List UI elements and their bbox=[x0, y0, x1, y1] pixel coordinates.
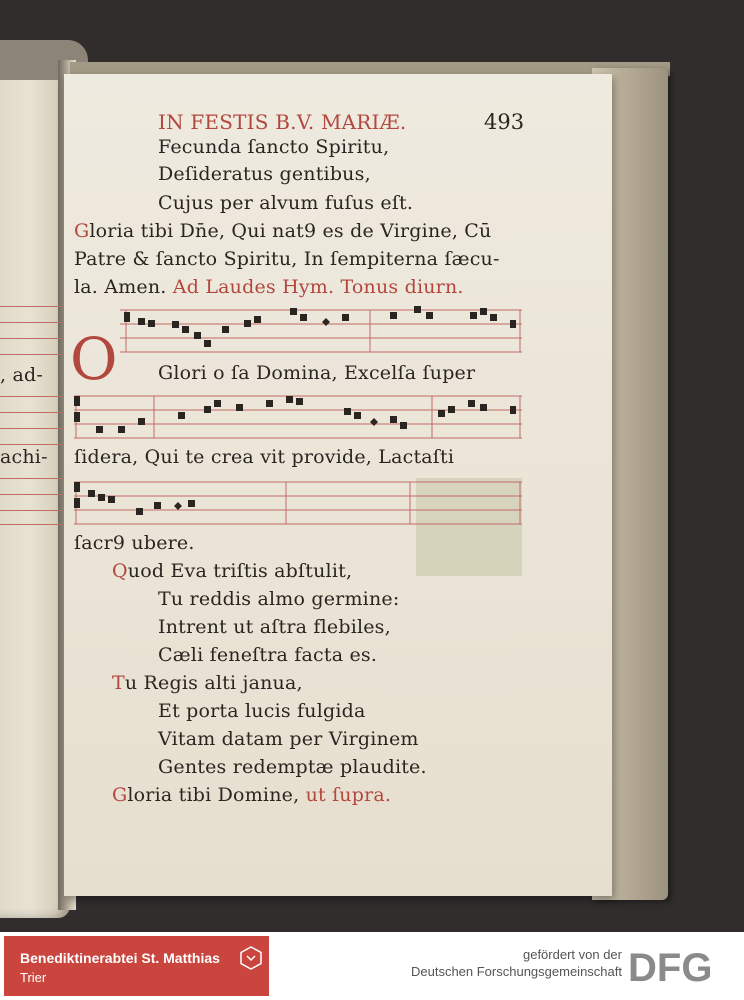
institution-name: Benediktinerabtei St. Matthias bbox=[20, 950, 220, 966]
chant-lyric: ſidera, Qui te crea vit provide, Lactaſti bbox=[74, 446, 455, 468]
doxology-text: Patre & ſancto Spiritu, In ſempiterna ſæcu- bbox=[74, 248, 500, 270]
hymn-line: Gentes redemptæ plaudite. bbox=[158, 756, 427, 778]
closing-text: loria tibi Domine, bbox=[127, 784, 300, 806]
rubric-initial: G bbox=[74, 220, 90, 242]
left-staff-line bbox=[0, 306, 62, 307]
doxology-text: la. Amen. bbox=[74, 276, 167, 298]
hymn-line: Vitam datam per Virginem bbox=[158, 728, 419, 750]
closing-line bbox=[112, 784, 391, 806]
left-staff-line bbox=[0, 524, 62, 525]
left-staff-line bbox=[0, 478, 62, 479]
left-staff-line bbox=[0, 444, 62, 445]
left-staff-line bbox=[0, 396, 62, 397]
funding-line: Deutschen Forschungsgemeinschaft bbox=[410, 964, 622, 979]
running-head: IN FESTIS B.V. MARIÆ. bbox=[158, 110, 407, 134]
left-staff-line bbox=[0, 354, 62, 355]
hymn-text: u Regis alti janua, bbox=[124, 672, 303, 694]
doxology-line bbox=[74, 220, 491, 242]
dfg-logo-text: DFG bbox=[628, 946, 713, 986]
rubric-initial: T bbox=[112, 672, 125, 694]
left-staff-line bbox=[0, 338, 62, 339]
rubric-instruction: ut ſupra. bbox=[305, 784, 392, 806]
page-number: 493 bbox=[484, 110, 525, 134]
doxology-line bbox=[74, 276, 464, 298]
music-staff-3 bbox=[74, 472, 524, 532]
music-staff-2 bbox=[74, 386, 524, 446]
music-staff-1 bbox=[120, 300, 524, 360]
chant-lyric: ſacr9 ubere. bbox=[74, 532, 195, 554]
decorated-initial-o: O bbox=[70, 325, 118, 393]
dfg-logo[interactable] bbox=[628, 946, 736, 986]
left-page-text: achi- bbox=[0, 446, 48, 468]
left-staff-line bbox=[0, 412, 62, 413]
hymn-line bbox=[112, 560, 352, 582]
rubric-instruction: Ad Laudes Hym. Tonus diurn. bbox=[172, 276, 464, 298]
hymn-line: Intrent ut aſtra flebiles, bbox=[158, 616, 391, 638]
doxology-text: loria tibi Dn̄e, Qui nat9 es de Virgine, Cū bbox=[89, 220, 492, 242]
hexagon-icon bbox=[240, 946, 262, 970]
left-page-text: , ad- bbox=[0, 364, 43, 386]
verse-line: Cujus per alvum fuſus eſt. bbox=[158, 192, 414, 214]
hymn-line: Tu reddis almo germine: bbox=[158, 588, 400, 610]
hymn-line: Cæli feneſtra facta es. bbox=[158, 644, 378, 666]
left-staff-line bbox=[0, 494, 62, 495]
left-staff-line bbox=[0, 322, 62, 323]
hymn-line bbox=[112, 672, 303, 694]
institution-city: Trier bbox=[20, 970, 47, 985]
hymn-line: Et porta lucis fulgida bbox=[158, 700, 366, 722]
rubric-initial: Q bbox=[112, 560, 128, 582]
funding-line: gefördert von der bbox=[522, 947, 622, 962]
verse-line: Fecunda ſancto Spiritu, bbox=[158, 136, 390, 158]
funding-note bbox=[411, 946, 622, 980]
chant-lyric: Glori o ſa Domina, Excelſa ſuper bbox=[158, 362, 476, 384]
verse-line: Deſideratus gentibus, bbox=[158, 163, 371, 185]
left-staff-line bbox=[0, 510, 62, 511]
left-staff-line bbox=[0, 428, 62, 429]
rubric-initial: G bbox=[112, 784, 128, 806]
hymn-text: uod Eva triſtis abſtulit, bbox=[127, 560, 353, 582]
institution-banner[interactable] bbox=[4, 936, 269, 996]
